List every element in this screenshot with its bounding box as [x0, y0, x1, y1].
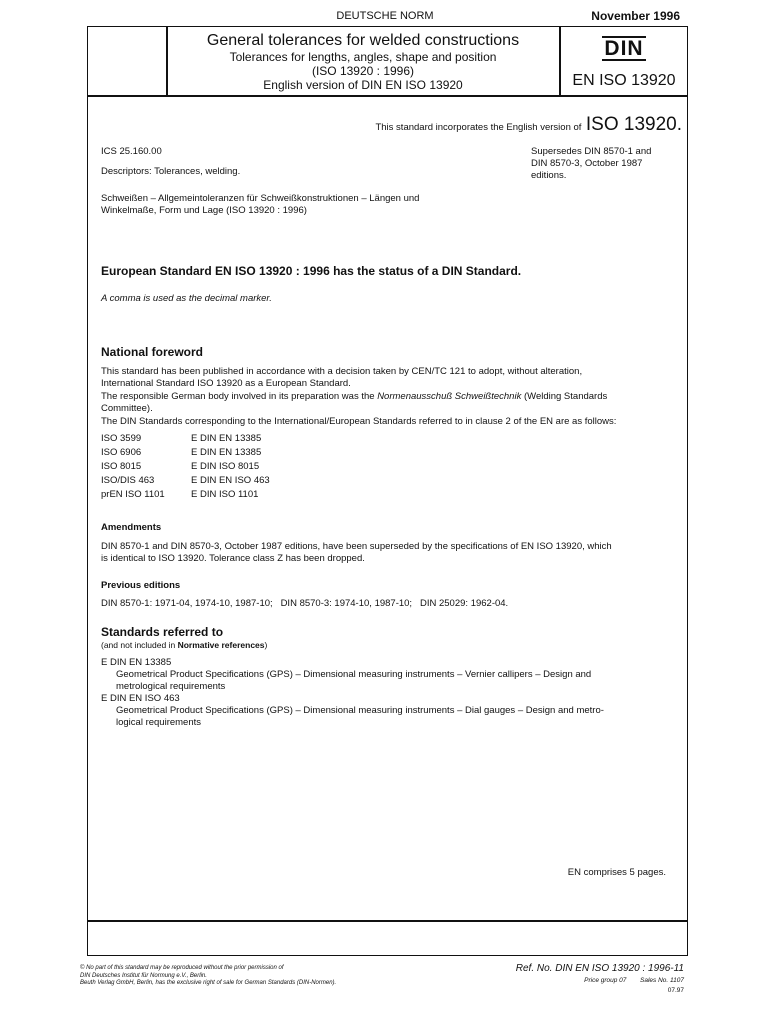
- sales-number: Sales No. 1107: [640, 977, 684, 984]
- din-ref-cell: E DIN ISO 1101: [191, 489, 259, 500]
- standard-code: E DIN EN 13385: [101, 657, 172, 668]
- price-group: Price group 07: [584, 977, 627, 984]
- header-divider: [87, 95, 688, 97]
- descriptors: Descriptors: Tolerances, welding.: [101, 166, 241, 177]
- pages-note: EN comprises 5 pages.: [567, 867, 666, 878]
- german-title-line: Winkelmaße, Form und Lage (ISO 13920 : 1996): [101, 205, 307, 216]
- footer-divider: [87, 920, 688, 922]
- supersedes-line: editions.: [531, 170, 567, 181]
- table-row: [101, 474, 270, 488]
- national-foreword-heading: National foreword: [101, 345, 204, 359]
- price-info: [500, 977, 684, 984]
- din-logo-text: DIN: [604, 37, 644, 60]
- standard-description: Geometrical Product Specifications (GPS) – Dimensional measuring instruments – Vernier callipers – Design and: [116, 669, 592, 680]
- issue-date: November 1996: [591, 9, 680, 23]
- copyright-notice: [80, 965, 460, 988]
- din-ref-cell: E DIN EN 13385: [191, 433, 262, 444]
- list-item: [101, 693, 681, 729]
- norm-type: DEUTSCHE NORM: [336, 10, 434, 22]
- previous-editions-heading: Previous editions: [101, 580, 181, 591]
- normative-references-label: Normative references: [177, 640, 265, 650]
- document-title: General tolerances for welded constructions: [206, 32, 520, 49]
- amendments-heading: Amendments: [101, 522, 162, 533]
- list-item: [101, 657, 681, 693]
- din-logo: [560, 36, 688, 61]
- national-foreword-body: [101, 366, 681, 428]
- standards-referred-list: [101, 657, 681, 729]
- foreword-p2-pre: The responsible German body involved in its preparation was the: [101, 391, 378, 402]
- foreword-p3: The DIN Standards corresponding to the International/European Standards referred to in clause 2 of the EN are as follows:: [101, 416, 617, 427]
- print-code: 07.97: [667, 987, 684, 994]
- incorporates-text: This standard incorporates the English version of: [375, 122, 582, 133]
- previous-editions-text: DIN 8570-1: 1971-04, 1974-10, 1987-10; DIN 8570-3: 1974-10, 1987-10; DIN 25029: 1962-04.: [101, 598, 509, 609]
- standards-referred-heading: Standards referred to: [101, 625, 224, 639]
- din-ref-cell: E DIN ISO 8015: [191, 461, 260, 472]
- copyright-line: © No part of this standard may be reproduced without the prior permission of: [80, 965, 284, 971]
- foreword-p2-line: Committee).: [101, 403, 153, 414]
- din-ref-cell: E DIN EN 13385: [191, 447, 262, 458]
- standard-description: logical requirements: [116, 717, 202, 728]
- iso-ref-cell: ISO 8015: [101, 461, 142, 472]
- supersedes-block: [531, 146, 681, 182]
- iso-ref-cell: prEN ISO 1101: [101, 489, 165, 500]
- standard-description: Geometrical Product Specifications (GPS) – Dimensional measuring instruments – Dial gauges – Design and metro-: [116, 705, 604, 716]
- decimal-marker-note: A comma is used as the decimal marker.: [101, 293, 272, 304]
- table-row: [101, 488, 270, 502]
- standard-description: metrological requirements: [116, 681, 226, 692]
- copyright-line: DIN Deutsches Institut für Normung e.V., Berlin.: [80, 972, 207, 979]
- amendments-line: is identical to ISO 13920. Tolerance class Z has been dropped.: [101, 553, 365, 564]
- amendments-line: DIN 8570-1 and DIN 8570-3, October 1987 editions, have been superseded by the specifications of EN ISO 13920, which: [101, 541, 612, 552]
- din-ref-cell: E DIN EN ISO 463: [191, 475, 270, 486]
- german-title-line: Schweißen – Allgemeintoleranzen für Schweißkonstruktionen – Längen und: [101, 193, 420, 204]
- subheading-post: ): [264, 640, 268, 650]
- iso-ref-cell: ISO/DIS 463: [101, 475, 155, 486]
- iso-reference: (ISO 13920 : 1996): [311, 64, 415, 78]
- foreword-committee-name: Normenausschuß Schweißtechnik: [377, 391, 522, 402]
- copyright-line: Beuth Verlag GmbH, Berlin, has the exclusive right of sale for German Standards (DIN-Normen).: [80, 980, 337, 986]
- german-title: [101, 193, 521, 217]
- incorporates-line: [300, 114, 682, 136]
- iso-ref-cell: ISO 3599: [101, 433, 142, 444]
- ics-code: ICS 25.160.00: [101, 146, 162, 157]
- reference-number: Ref. No. DIN EN ISO 13920 : 1996-11: [515, 963, 684, 974]
- standards-referred-subheading: [101, 640, 267, 650]
- foreword-p1-line: This standard has been published in accordance with a decision taken by CEN/TC 121 to adopt, without alteration,: [101, 366, 583, 377]
- reference-table: [101, 432, 270, 502]
- standard-code: E DIN EN ISO 463: [101, 693, 180, 704]
- title-block: [168, 32, 558, 92]
- table-row: [101, 460, 270, 474]
- iso-number: ISO 13920.: [585, 114, 682, 135]
- standard-number: EN ISO 13920: [572, 72, 676, 89]
- document-subtitle: Tolerances for lengths, angles, shape and position: [229, 50, 497, 64]
- foreword-p2-line: [101, 391, 681, 403]
- amendments-body: [101, 541, 681, 565]
- din-status-statement: European Standard EN ISO 13920 : 1996 has the status of a DIN Standard.: [101, 264, 522, 278]
- foreword-p1-line: International Standard ISO 13920 as a European Standard.: [101, 378, 351, 389]
- english-version: English version of DIN EN ISO 13920: [263, 78, 463, 92]
- supersedes-line: Supersedes DIN 8570-1 and: [531, 146, 652, 157]
- supersedes-line: DIN 8570-3, October 1987: [531, 158, 643, 169]
- foreword-p2-post: (Welding Standards: [521, 391, 608, 402]
- table-row: [101, 432, 270, 446]
- subheading-pre: (and not included in: [101, 640, 178, 650]
- table-row: [101, 446, 270, 460]
- iso-ref-cell: ISO 6906: [101, 447, 142, 458]
